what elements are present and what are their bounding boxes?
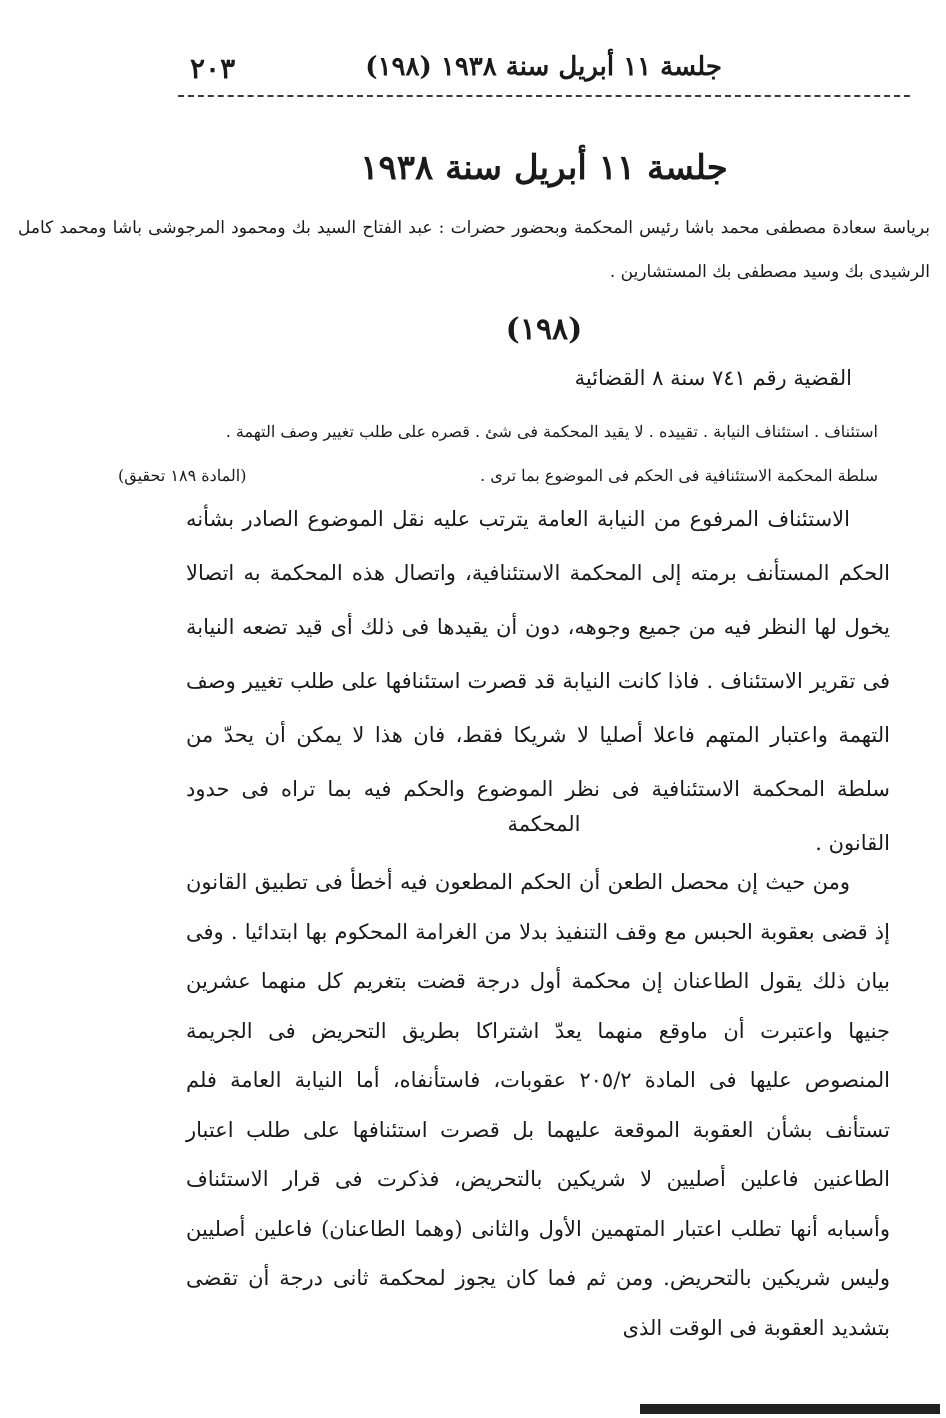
- headnote-article: (المادة ١٨٩ تحقيق): [118, 466, 247, 485]
- scan-edge-bar: [640, 1404, 940, 1414]
- headnote: [118, 410, 878, 498]
- headnote-text-1: استئناف . استئناف النيابة . تقييده . لا يقيد المحكمة فى شئ . قصره على طلب تغيير وصف التهمة .: [225, 422, 878, 441]
- headnote-line-1: [118, 410, 878, 454]
- page-number: ٢٠٣: [190, 52, 236, 85]
- case-reference: القضية رقم ٧٤١ سنة ٨ القضائية: [574, 366, 852, 390]
- running-title: جلسة ١١ أبريل سنة ١٩٣٨ (١٩٨): [365, 52, 722, 82]
- headnote-text-2: سلطة المحكمة الاستئنافية فى الحكم فى الموضوع بما ترى .: [480, 466, 878, 485]
- court-reasoning-text: ومن حيث إن محصل الطعن أن الحكم المطعون فيه أخطأ فى تطبيق القانون إذ قضى بعقوبة الحبس مع وقف التنفيذ بدلا من الغرامة المحكوم بها ابتدائيا . وفى بيان ذلك يقول الطاعنان إن محكمة أول درجة قضت بتغريم كل منهما عشرين جنيها واعتبرت أن ماوقع منهما يعدّ اشتراكا بطريق التحريض فى الجريمة المنصوص عليها فى المادة ٢٠٥/٢ عقوبات، فاستأنفاه، أما النيابة العامة فلم تستأنف بشأن العقوبة الموقعة عليهما بل قصرت استئنافها على طلب اعتبار الطاعنين فاعلين أصليين لا شريكين بالتحريض، فذكرت فى قرار الاستئناف وأسبابه أنها تطلب اعتبار المتهمين الأول والثانى (وهما الطاعنان) فاعلين أصليين وليس شريكين بالتحريض. ومن ثم فما كان يجوز لمحكمة ثانى درجة أن تقضى بتشديد العقوبة فى الوقت الذى: [186, 870, 890, 1340]
- court-heading: المحكمة: [507, 812, 581, 836]
- presidency-paragraph: برياسة سعادة مصطفى محمد باشا رئيس المحكمة وبحضور حضرات : عبد الفتاح السيد بك ومحمود المرجوشى باشا ومحمد كامل الرشيدى بك وسيد مصطفى بك المستشارين .: [18, 218, 930, 282]
- header-rule: [178, 95, 910, 97]
- session-title: جلسة ١١ أبريل سنة ١٩٣٨: [360, 148, 728, 188]
- legal-principle-summary: الاستئناف المرفوع من النيابة العامة يترتب عليه نقل الموضوع الصادر بشأنه الحكم المستأنف برمته إلى المحكمة الاستئنافية، واتصال هذه المحكمة به اتصالا يخول لها النظر فيه من جميع وجوهه، دون أن يقيدها فى ذلك أى قيد تضعه النيابة فى تقرير الاستئناف . فاذا كانت النيابة قد قصرت استئنافها على طلب تغيير وصف التهمة واعتبار المتهم فاعلا أصليا لا شريكا فقط، فان هذا لا يمكن أن يحدّ من سلطة المحكمة الاستئنافية فى نظر الموضوع والحكم فيه بما تراه فى حدود القانون .: [186, 507, 890, 855]
- case-number: (١٩٨): [505, 312, 583, 347]
